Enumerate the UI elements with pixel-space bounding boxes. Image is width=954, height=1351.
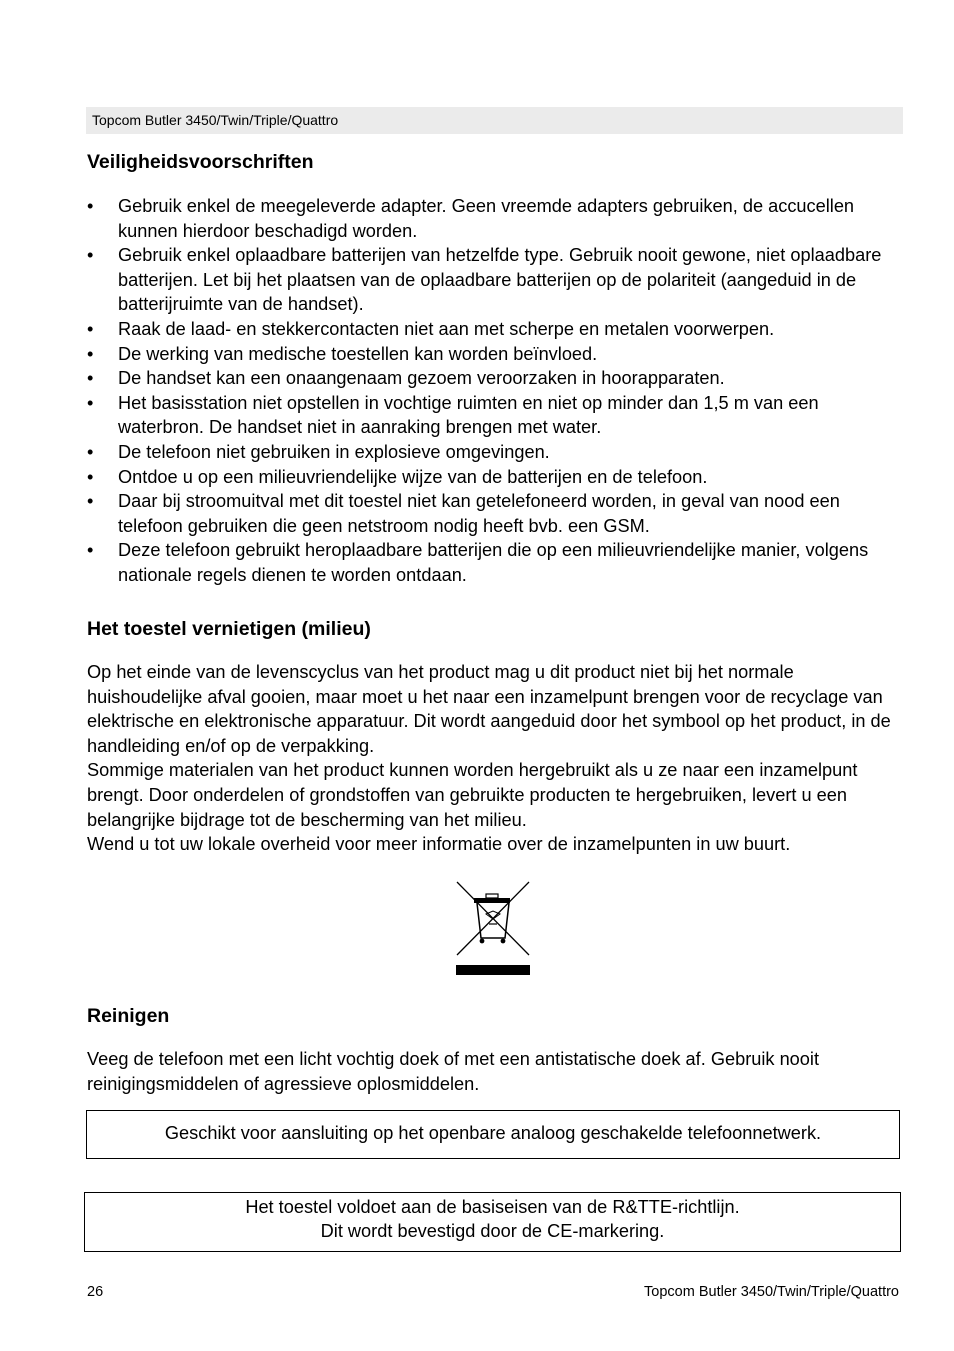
rtte-line-2: Dit wordt bevestigd door de CE-markering. <box>320 1221 665 1241</box>
list-item <box>87 391 907 440</box>
list-item-text: De werking van medische toestellen kan worden beïnvloed. <box>118 343 598 364</box>
bullet: • <box>87 466 94 487</box>
bullet: • <box>87 318 94 339</box>
bullet: • <box>87 245 94 266</box>
list-item <box>87 243 907 317</box>
list-item-text: Gebruik enkel oplaadbare batterijen van hetzelfde type. Gebruik nooit gewone, niet oplaadbare batterijen. Let bij het plaatsen van de oplaadbare batterijen op de polariteit (aangeduid in de batterijruimte van de handset). <box>118 245 882 315</box>
list-item <box>87 465 907 490</box>
list-item <box>87 194 907 243</box>
rtte-line-1: Het toestel voldoet aan de basiseisen van de R&TTE-richtlijn. <box>245 1197 740 1217</box>
disposal-paragraph-3: Wend u tot uw lokale overheid voor meer informatie over de inzamelpunten in uw buurt. <box>87 834 791 855</box>
cleaning-paragraph: Veeg de telefoon met een licht vochtig doek of met een antistatische doek af. Gebruik nooit reinigingsmiddelen of agressieve oplosmiddelen. <box>87 1049 820 1094</box>
disposal-text <box>87 660 907 857</box>
bullet: • <box>87 540 94 561</box>
list-item-text: De telefoon niet gebruiken in explosieve omgevingen. <box>118 441 550 462</box>
weee-crossed-bin-icon <box>455 880 531 976</box>
list-item <box>87 366 907 391</box>
list-item-text: Gebruik enkel de meegeleverde adapter. Geen vreemde adapters gebruiken, de accucellen kunnen hierdoor beschadigd worden. <box>118 196 855 241</box>
list-item-text: Het basisstation niet opstellen in vochtige ruimten en niet op minder dan 1,5 m van een waterbron. De handset niet in aanraking brengen met water. <box>118 392 819 438</box>
bullet: • <box>87 392 94 413</box>
list-item-text: Deze telefoon gebruikt heroplaadbare batterijen die op een milieuvriendelijke manier, volgens nationale regels dienen te worden ontdaan. <box>118 540 869 585</box>
list-item <box>87 440 907 465</box>
network-compatibility-box <box>86 1110 900 1159</box>
page-number: 26 <box>87 1284 104 1300</box>
bullet: • <box>87 196 94 216</box>
bullet: • <box>87 441 94 462</box>
rtte-compliance-box <box>84 1192 901 1252</box>
cleaning-heading: Reinigen <box>87 1005 170 1027</box>
bullet: • <box>87 343 94 364</box>
safety-heading: Veiligheidsvoorschriften <box>87 151 314 173</box>
list-item-text: De handset kan een onaangenaam gezoem veroorzaken in hoorapparaten. <box>118 368 725 389</box>
safety-list <box>87 194 907 588</box>
list-item <box>87 489 907 538</box>
header-title: Topcom Butler 3450/Twin/Triple/Quattro <box>92 112 339 128</box>
list-item-text: Ontdoe u op een milieuvriendelijke wijze van de batterijen en de telefoon. <box>118 466 708 487</box>
disposal-paragraph-2: Sommige materialen van het product kunnen worden hergebruikt als u ze naar een inzamelpunt brengt. Door onderdelen of grondstoffen van gebruikte producten te hergebruiken, levert u een belangrijke bijdrage tot de bescherming van het milieu. <box>87 760 858 830</box>
bullet: • <box>87 491 94 512</box>
list-item-text: Raak de laad- en stekkercontacten niet aan met scherpe en metalen voorwerpen. <box>118 318 775 339</box>
list-item <box>87 342 907 367</box>
disposal-heading: Het toestel vernietigen (milieu) <box>87 618 371 640</box>
running-header <box>86 107 903 134</box>
list-item <box>87 317 907 342</box>
footer-title: Topcom Butler 3450/Twin/Triple/Quattro <box>644 1284 899 1300</box>
network-compatibility-text: Geschikt voor aansluiting op het openbare analoog geschakelde telefoonnetwerk. <box>164 1123 822 1143</box>
list-item <box>87 538 907 587</box>
disposal-paragraph-1: Op het einde van de levenscyclus van het product mag u dit product niet bij het normale huishoudelijke afval gooien, maar moet u het naar een inzamelpunt brengen voor de recyclage van elektrische en elektronische apparatuur. Dit wordt aangeduid door het symbool op het product, in de handleiding en/of op de verpakking. <box>87 662 891 756</box>
bullet: • <box>87 368 94 389</box>
list-item-text: Daar bij stroomuitval met dit toestel niet kan getelefoneerd worden, in geval van nood een telefoon gebruiken die geen netstroom nodig heeft bvb. een GSM. <box>118 491 840 536</box>
